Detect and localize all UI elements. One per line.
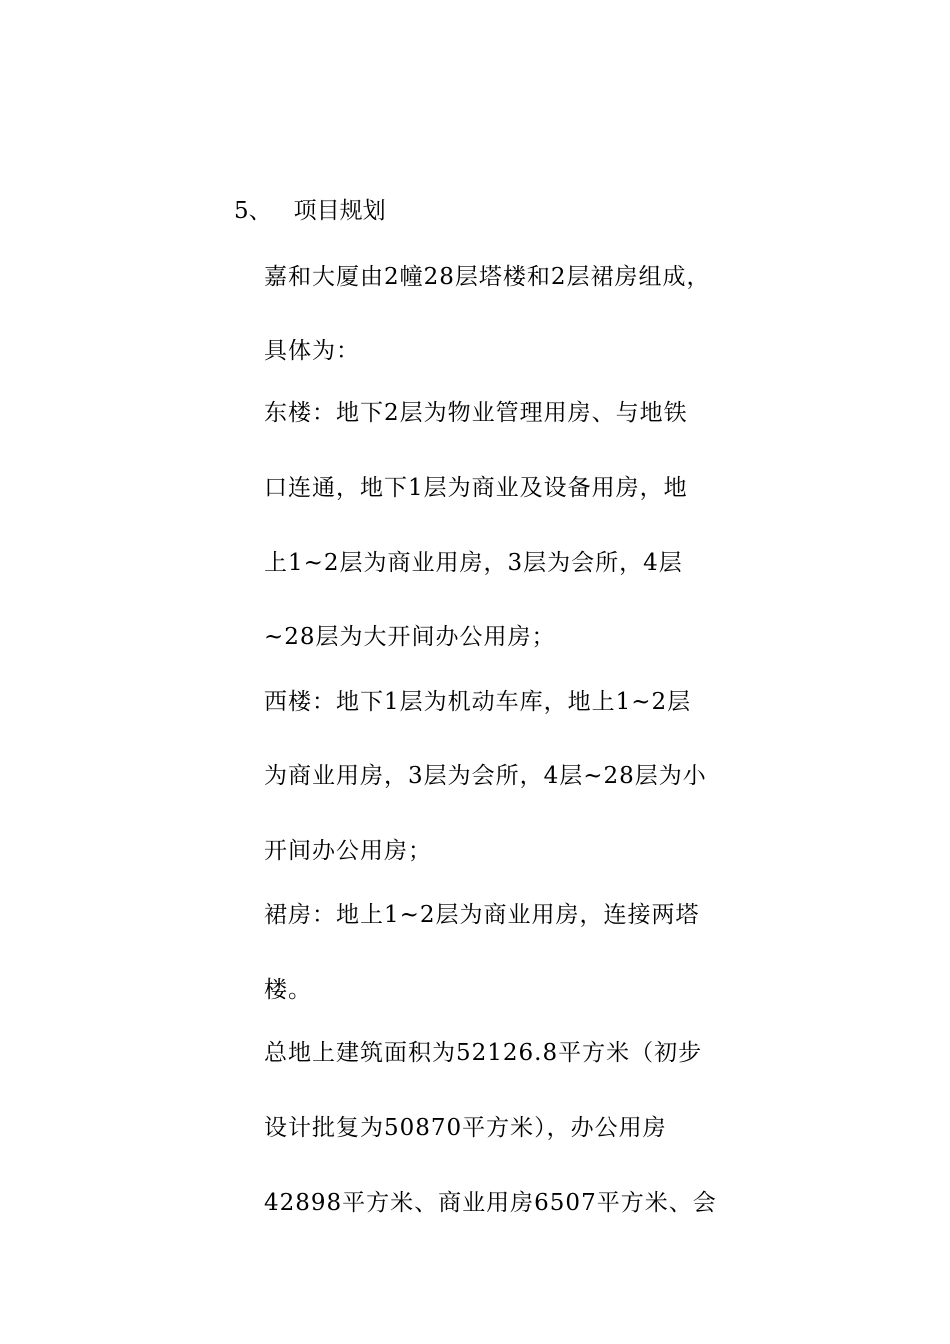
paragraph-line: 裙房：地上1~2层为商业用房，连接两塔 <box>264 902 700 928</box>
paragraph-line: 具体为： <box>264 338 360 364</box>
paragraph-line: 上1~2层为商业用房，3层为会所，4层 <box>264 550 683 576</box>
paragraph-line: 为商业用房，3层为会所，4层~28层为小 <box>264 763 707 789</box>
paragraph-line: 楼。 <box>264 977 312 1003</box>
paragraph-line: 42898平方米、商业用房6507平方米、会 <box>264 1190 717 1216</box>
paragraph-line: 西楼：地下1层为机动车库，地上1~2层 <box>264 689 692 715</box>
paragraph-line: 开间办公用房； <box>264 838 432 864</box>
paragraph-line: 东楼：地下2层为物业管理用房、与地铁 <box>264 400 688 426</box>
paragraph-line: 口连通，地下1层为商业及设备用房，地 <box>264 475 688 501</box>
paragraph-line: 设计批复为50870平方米），办公用房 <box>264 1115 667 1141</box>
paragraph-line: ~28层为大开间办公用房； <box>264 624 556 650</box>
paragraph-line: 总地上建筑面积为52126.8平方米（初步 <box>264 1040 703 1066</box>
section-title: 项目规划 <box>293 198 386 224</box>
section-heading <box>234 196 386 226</box>
paragraph-line: 嘉和大厦由2幢28层塔楼和2层裙房组成， <box>264 264 711 290</box>
section-number: 5、 <box>234 198 272 224</box>
